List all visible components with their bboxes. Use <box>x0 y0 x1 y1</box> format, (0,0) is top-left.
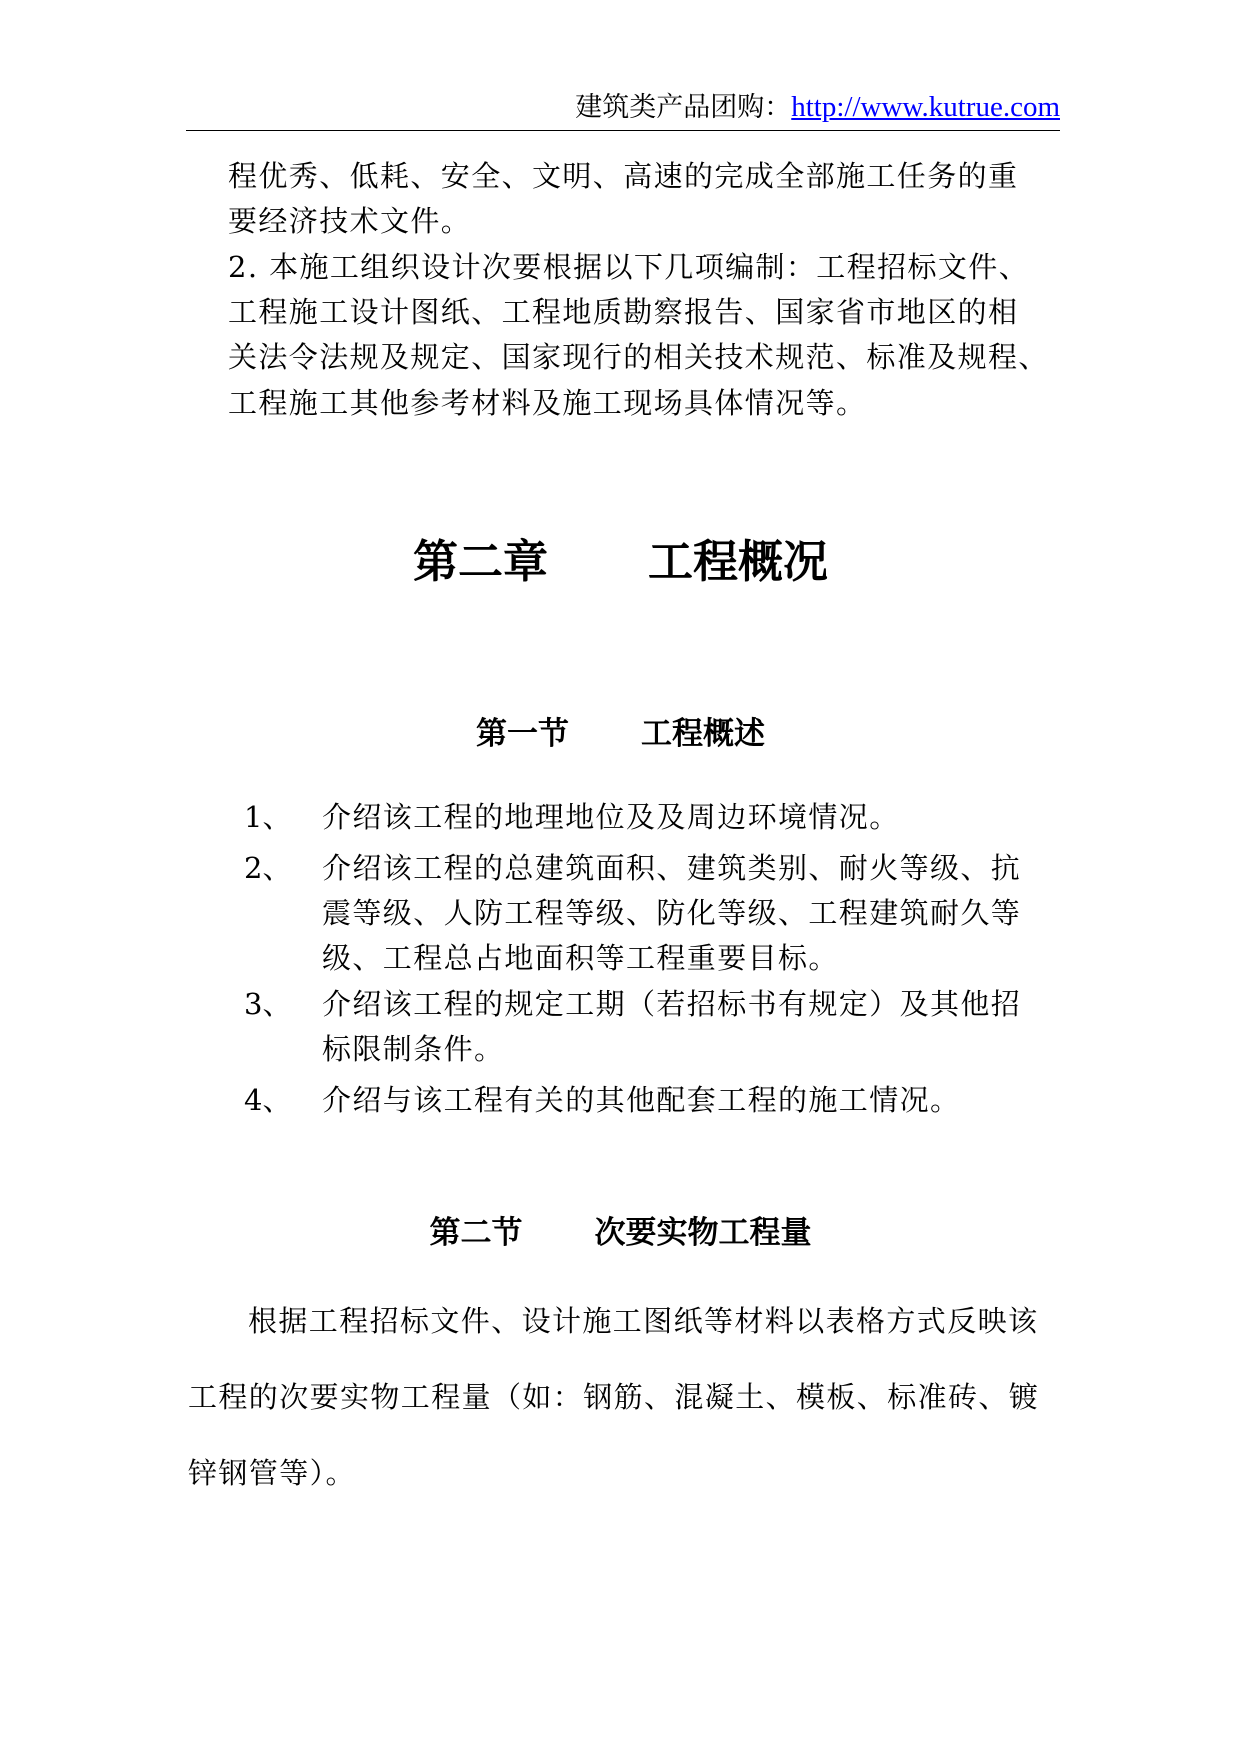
section-1-number: 第一节 <box>476 716 569 752</box>
list-item-line: 介绍该工程的规定工期（若招标书有规定）及其他招 <box>322 987 1022 1021</box>
header-prefix: 建筑类产品团购： <box>575 92 792 123</box>
paragraph-line: 锌钢管等）。 <box>188 1456 356 1490</box>
list-item-line: 标限制条件。 <box>322 1032 505 1066</box>
list-item-number: 3、 <box>244 987 292 1021</box>
intro-line: 2. 本施工组织设计次要根据以下几项编制：工程招标文件、 <box>228 250 1030 284</box>
paragraph-line: 工程的次要实物工程量（如：钢筋、混凝土、模板、标准砖、镀 <box>188 1380 1040 1414</box>
list-item-line: 级、工程总占地面积等工程重要目标。 <box>322 941 839 975</box>
intro-line: 工程施工其他参考材料及施工现场具体情况等。 <box>228 386 867 420</box>
section-2-name: 次要实物工程量 <box>594 1215 812 1251</box>
chapter-title <box>0 532 1241 592</box>
list-item-number: 4、 <box>244 1083 292 1117</box>
intro-line: 工程施工设计图纸、工程地质勘察报告、国家省市地区的相 <box>228 295 1019 329</box>
intro-line: 关法令法规及规定、国家现行的相关技术规范、标准及规程、 <box>228 340 1049 374</box>
section-1-name: 工程概述 <box>641 716 765 752</box>
section-1-title <box>0 712 1241 756</box>
intro-line: 要经济技术文件。 <box>228 204 472 238</box>
section-2-title <box>0 1211 1241 1255</box>
header-divider <box>186 130 1060 131</box>
list-item-line: 震等级、人防工程等级、防化等级、工程建筑耐久等 <box>322 896 1022 930</box>
page-header <box>186 86 1060 128</box>
intro-line: 程优秀、低耗、安全、文明、高速的完成全部施工任务的重 <box>228 159 1019 193</box>
chapter-number: 第二章 <box>412 535 548 588</box>
list-item-line: 介绍与该工程有关的其他配套工程的施工情况。 <box>322 1083 961 1117</box>
list-item-line: 介绍该工程的总建筑面积、建筑类别、耐火等级、抗 <box>322 851 1022 885</box>
list-item-number: 2、 <box>244 851 292 885</box>
list-item-number: 1、 <box>244 800 292 834</box>
list-item-line: 介绍该工程的地理地位及及周边环境情况。 <box>322 800 900 834</box>
header-link[interactable]: http://www.kutrue.com <box>791 91 1060 123</box>
section-2-number: 第二节 <box>429 1215 523 1251</box>
paragraph-line: 根据工程招标文件、设计施工图纸等材料以表格方式反映该 <box>248 1304 1039 1338</box>
chapter-name: 工程概况 <box>648 535 829 588</box>
